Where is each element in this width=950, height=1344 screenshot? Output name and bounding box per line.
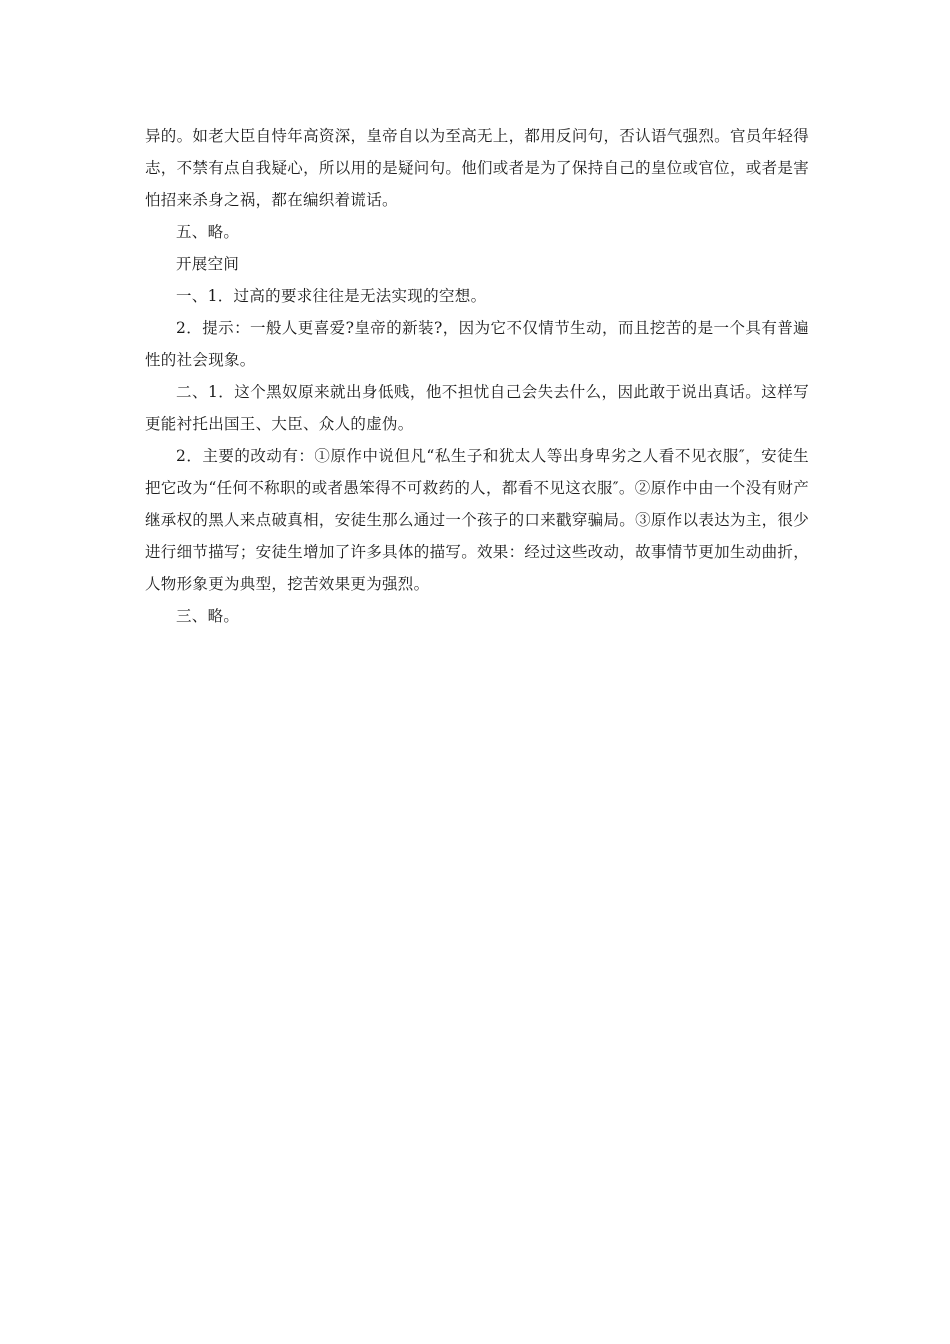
paragraph-section-five: 五、略。: [176, 223, 240, 241]
paragraph-three: 三、略。: [176, 607, 240, 625]
section-heading-kaizhan-kongjian: 开展空间: [176, 255, 240, 273]
paragraph-continuation: 异的。如老大臣自恃年高资深，皇帝自以为至高无上，都用反问句，否认语气强烈。官员年轻得志，不禁有点自我疑心，所以用的是疑问句。他们或者是为了保持自己的皇位或官位，或者是害怕招来杀身之祸，都在编织着谎话。: [145, 127, 809, 209]
paragraph-one-item-one: 一、1．过高的要求往往是无法实现的空想。: [176, 287, 487, 305]
paragraph-one-item-two: 2．提示：一般人更喜爱?皇帝的新装?，因为它不仅情节生动，而且挖苦的是一个具有普遍性的社会现象。: [145, 319, 809, 369]
paragraph-two-item-two: 2．主要的改动有：①原作中说但凡“私生子和犹太人等出身卑劣之人看不见衣服″，安徒生把它改为“任何不称职的或者愚笨得不可救药的人，都看不见这衣服″。②原作中由一个没有财产继承权的黑人来点破真相，安徒生那么通过一个孩子的口来戳穿骗局。③原作以表达为主，很少进行细节描写；安徒生增加了许多具体的描写。效果：经过这些改动，故事情节更加生动曲折，人物形象更为典型，挖苦效果更为强烈。: [145, 447, 809, 593]
paragraph-two-item-one: 二、1．这个黑奴原来就出身低贱，他不担忧自己会失去什么，因此敢于说出真话。这样写更能衬托出国王、大臣、众人的虚伪。: [145, 383, 809, 433]
document-body: [145, 120, 809, 632]
